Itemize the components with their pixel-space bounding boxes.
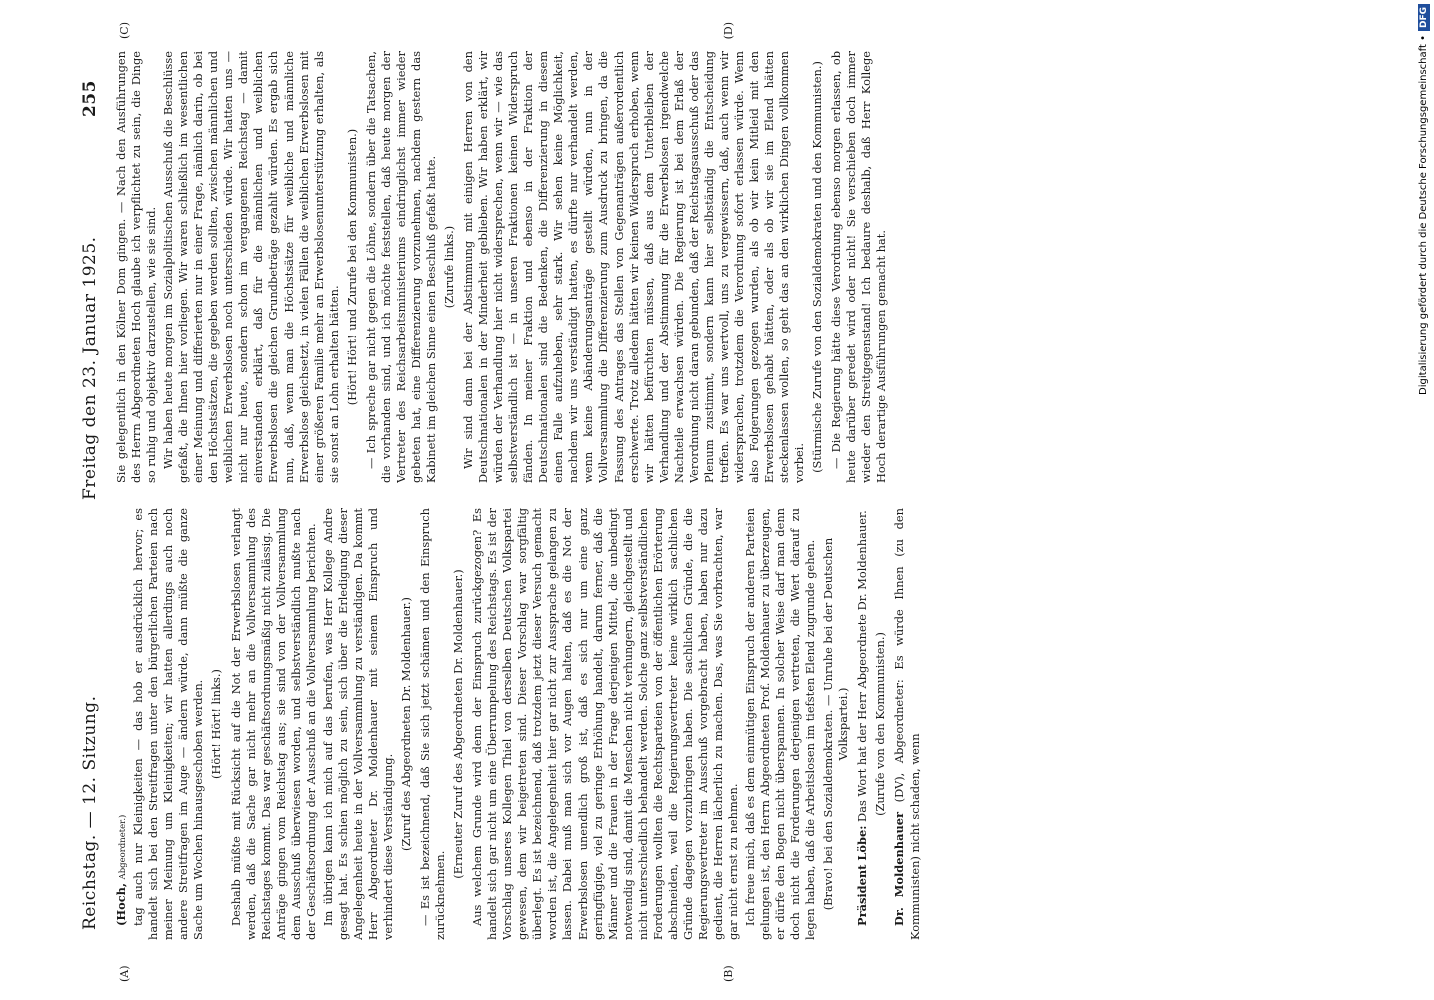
paragraph-text: — Es ist bezeichnend, daß Sie sich jetzt schämen und den Einspruch zurücknehmen. — [418, 508, 448, 940]
dfg-logo: DFG — [1418, 4, 1430, 31]
paragraph — [892, 508, 922, 940]
paragraph-text: Ich freue mich, daß es dem einmütigen Einspruch der anderen Parteien gelungen ist, den Herrn Abgeordneten Prof. Moldenhauer zu überzeugen, er dürfe den Bogen nicht überspannen. In solcher Weise darf man denn doch nicht die Forderungen derjenigen vertreten, die Wert darauf zu legen haben, daß die Arbeitslosen im tiefsten Elend zugrunde gehen. — [743, 508, 818, 940]
margin-mark-a: (A) — [118, 965, 131, 982]
credit-text: Digitalisierung gefördert durch die Deutsche Forschungsgemeinschaft • — [1418, 35, 1429, 395]
header-date: Freitag den 23. Januar 1925. — [80, 236, 100, 500]
paragraph-text: Das Wort hat der Herr Abgeordnete Dr. Moldenhauer. — [855, 510, 870, 822]
paragraph-text: Deshalb müßte mit Rücksicht auf die Not der Erwerbslosen verlangt werden, daß die Sache gar nicht mehr an die Vollversammlung des Reichstages kommt. Das war geschäftsordnungsmäßig nicht zulässig. Die Anträge gingen vom Reichstag aus; sie sind von der Vollversammlung dem Ausschuß überwiesen worden, und selbstverständlich mußte nach der Geschäftsordnung der Ausschuß an die Vollversammlung berichten. — [228, 508, 318, 940]
paragraph — [161, 51, 342, 483]
paragraph-text: tag auch nur Kleinigkeiten — das hob er ausdrücklich hervor; es handelt sich bei den Streitfragen unter den bürgerlichen Parteien nach meiner Meinung um Kleinigkeiten; wir hatten allerdings auch noch andere Streitfragen im Auge — ändern würde, dann müßte die ganze Sache um Wochen hinausgeschoben werden. — [131, 508, 206, 940]
margin-mark-d: (D) — [722, 22, 735, 40]
paragraph-text: — Ich spreche gar nicht gegen die Löhne, sondern über die Tatsachen, die vorhanden sind, und ich möchte feststellen, daß heute morgen der Vertreter des Reichsarbeitsministeriums eindringlichst immer wieder gebeten hat, eine Differenzierung vorzunehmen, nachdem gestern das Kabinett im gleichen Sinne einen Beschluß gefaßt hatte. — [363, 51, 438, 483]
right-text-column — [114, 51, 1329, 483]
paragraph — [229, 508, 319, 940]
digitization-credit — [1416, 4, 1434, 996]
paragraph — [364, 51, 439, 483]
speaker-name: Dr. Moldenhauer — [892, 812, 907, 926]
margin-mark-c: (C) — [118, 22, 131, 39]
paragraph-text: — Die Regierung hätte diese Verordnung ebenso morgen erlassen, ob heute darüber geredet wird oder nicht! Sie verschieben doch immer wieder den Streitgegenstand! Ich bedaure deshalb, daß Herr Kollege Hoch derartige Ausführungen gemacht hat. — [829, 51, 889, 483]
paragraph-text: Im übrigen kann ich mich auf das berufen, was Herr Kollege Andre gesagt hat. Es schien möglich zu sein, sich über die Erledigung dieser Angelegenheit heute in der Vollversammlung zu verständigen. Da kommt Herr Abgeordneter Dr. Moldenhauer mit seinem Einspruch und verhindert diese Verständigung. — [320, 508, 395, 940]
paragraph — [321, 508, 396, 940]
paragraph — [743, 508, 818, 940]
speaker-name: Präsident Löbe: — [855, 825, 870, 926]
paragraph-text: (DV), Abgeordneter: Es würde Ihnen (zu den Kommunisten) nicht schaden, wenn — [892, 508, 922, 940]
stage-direction: (Erneuter Zuruf des Abgeordneten Dr. Moldenhauer.) — [451, 569, 466, 879]
speaker-role: Abgeordneter.) — [118, 814, 128, 880]
margin-mark-b: (B) — [722, 965, 735, 982]
paragraph — [855, 508, 870, 940]
paragraph — [114, 508, 129, 940]
left-text-column — [114, 508, 1329, 940]
paragraph — [470, 508, 741, 940]
paragraph — [418, 508, 448, 940]
stage-direction: (Zurufe von den Kommunisten.) — [873, 632, 888, 816]
paragraph — [829, 51, 889, 483]
paragraph — [131, 508, 206, 940]
paragraph-text: Aus welchem Grunde wird denn der Einspruch zurückgezogen? Es handelt sich gar nicht um eine Überrumpelung des Reichstags. Es ist der Vorschlag unseres Kollegen Thiel von derselben Deutschen Volkspartei gewesen, dem wir beigetreten sind. Dieser Vorschlag war sorgfältig überlegt. Es ist bezeichnend, daß trotzdem jetzt dieser Versuch gemacht worden ist, die Angelegenheit hier gar nicht zur Aussprache gelangen zu lassen. Dabei muß man sich vor Augen halten, daß es die Not der Erwerbslosen unendlich groß ist, daß es sich nur um eine ganz geringfügige, viel zu geringe Erhöhung handelt, darum ferner, daß die Männer und die Frauen in der Frage derjenigen Mittel, die unbedingt notwendig sind, damit die Menschen nicht verhungern, gleichgestellt und nicht unterschiedlich behandelt werden. Solche ganz selbstverständlichen Forderungen wollten die Rechtsparteien von der öffentlichen Erörterung abschneiden, weil die Regierungsvertreter keine wirklich sachlichen Gründe dagegen vorzubringen haben. Die sachlichen Gründe, die die Regierungsvertreter im Ausschuß vorgebracht haben, haben nur dazu gedient, die Herren lächerlich zu machen. Das, was Sie vorbrachten, war gar nicht ernst zu nehmen. — [470, 508, 740, 940]
paragraph-text: Sie gelegentlich in den Kölner Dom gingen. — Nach den Ausführungen des Herrn Abgeordneten Hoch glaube ich verpflichtet zu sein, die Dinge so ruhig und objektiv darzustellen, wie sie sind. — [114, 51, 159, 483]
stage-direction: (Bravo! bei den Sozialdemokraten. — Unruhe bei der Deutschen Volkspartei.) — [821, 537, 851, 911]
stage-direction: (Zuruf des Abgeordneten Dr. Moldenhauer.) — [399, 597, 414, 851]
stage-direction: (Hört! Hört! und Zurufe bei den Kommunisten.) — [344, 128, 359, 406]
paragraph — [114, 51, 159, 483]
paragraph — [461, 51, 807, 483]
page-number: 255 — [80, 80, 100, 117]
header-session: Reichstag. — 12. Sitzung. — [80, 695, 100, 930]
stage-direction: (Hört! Hört! links.) — [209, 669, 224, 779]
paragraph-text: Wir sind dann bei der Abstimmung mit einigen Herren von den Deutschnationalen in der Minderheit geblieben. Wir haben erklärt, wir würden der Verhandlung hier nicht widersprechen, wenn wir — wie das selbstverständlich ist — in unseren Fraktionen keinen Widerspruch fänden. In meiner Fraktion und ebenso in der Fraktion der Deutschnationalen sind die Bedenken, die Differenzierung in diesem einen Falle aufzuheben, sehr stark. Wir sehen keine Möglichkeit, nachdem wir uns verständigt hatten, es dürfte nur verhandelt werden, wenn keine Abänderungsanträge gestellt würden, nun in der Vollversammlung die Differenzierung zum Ausdruck zu bringen, da die Fassung des Antrages das Stellen von Gegenanträgen außerordentlich erschwerte. Trotz alledem hätten wir keinen Widerspruch erhoben, wenn wir hätten befürchten müssen, daß aus dem Unterbleiben der Verhandlung und der Abstimmung für die Erwerbslosen irgendwelche Nachteile erwachsen würden. Die Regierung ist bei dem Erlaß der Verordnung nicht daran gebunden, daß der Reichstagsausschuß oder das Plenum zustimmt, sondern kann hier selbständig die Entscheidung treffen. Es war uns wertvoll, uns zu vergewissern, daß, auch wenn wir widersprachen, trotzdem die Verordnung sofort erlassen würde. Wenn also Folgerungen gezogen wurden, als ob wir kein Mitleid mit den Erwerbslosen gehabt hätten, oder als ob wir sie im Elend hätten steckenlassen wollen, so geht das an den wirklichen Dingen vollkommen vorbei. — [461, 51, 807, 483]
speaker-name: (Hoch, — [114, 883, 128, 926]
paragraph-text: Wir haben heute morgen im Sozialpolitischen Ausschuß die Beschlüsse gefaßt, die Ihnen hier vorliegen. Wir waren schließlich im wesentlichen einer Meinung und differierten nur in einer Frage, nämlich darin, ob bei den Höchstsätzen, die gegeben werden sollten, zwischen männlichen und weiblichen Erwerbslosen noch unterschieden würde. Wir hatten uns — nicht nur heute, sondern schon im vergangenen Reichstag — damit einverstanden erklärt, daß für die männlichen und weiblichen Erwerbslosen die gleichen Grundbeträge gezahlt würden. Es ergab sich nun, daß, wenn man die Höchstsätze für weibliche und männliche Erwerbslose gleichsetzt, in vielen Fällen die weiblichen Erwerbslosen mit einer größeren Familie mehr an Erwerbslosenunterstützung erhalten, als sie sonst an Lohn erhalten hätten. — [161, 51, 341, 483]
stage-direction: (Stürmische Zurufe von den Sozialdemokraten und den Kommunisten.) — [810, 61, 825, 473]
running-header — [80, 0, 106, 1000]
stage-direction: (Zurufe links.) — [441, 225, 456, 309]
